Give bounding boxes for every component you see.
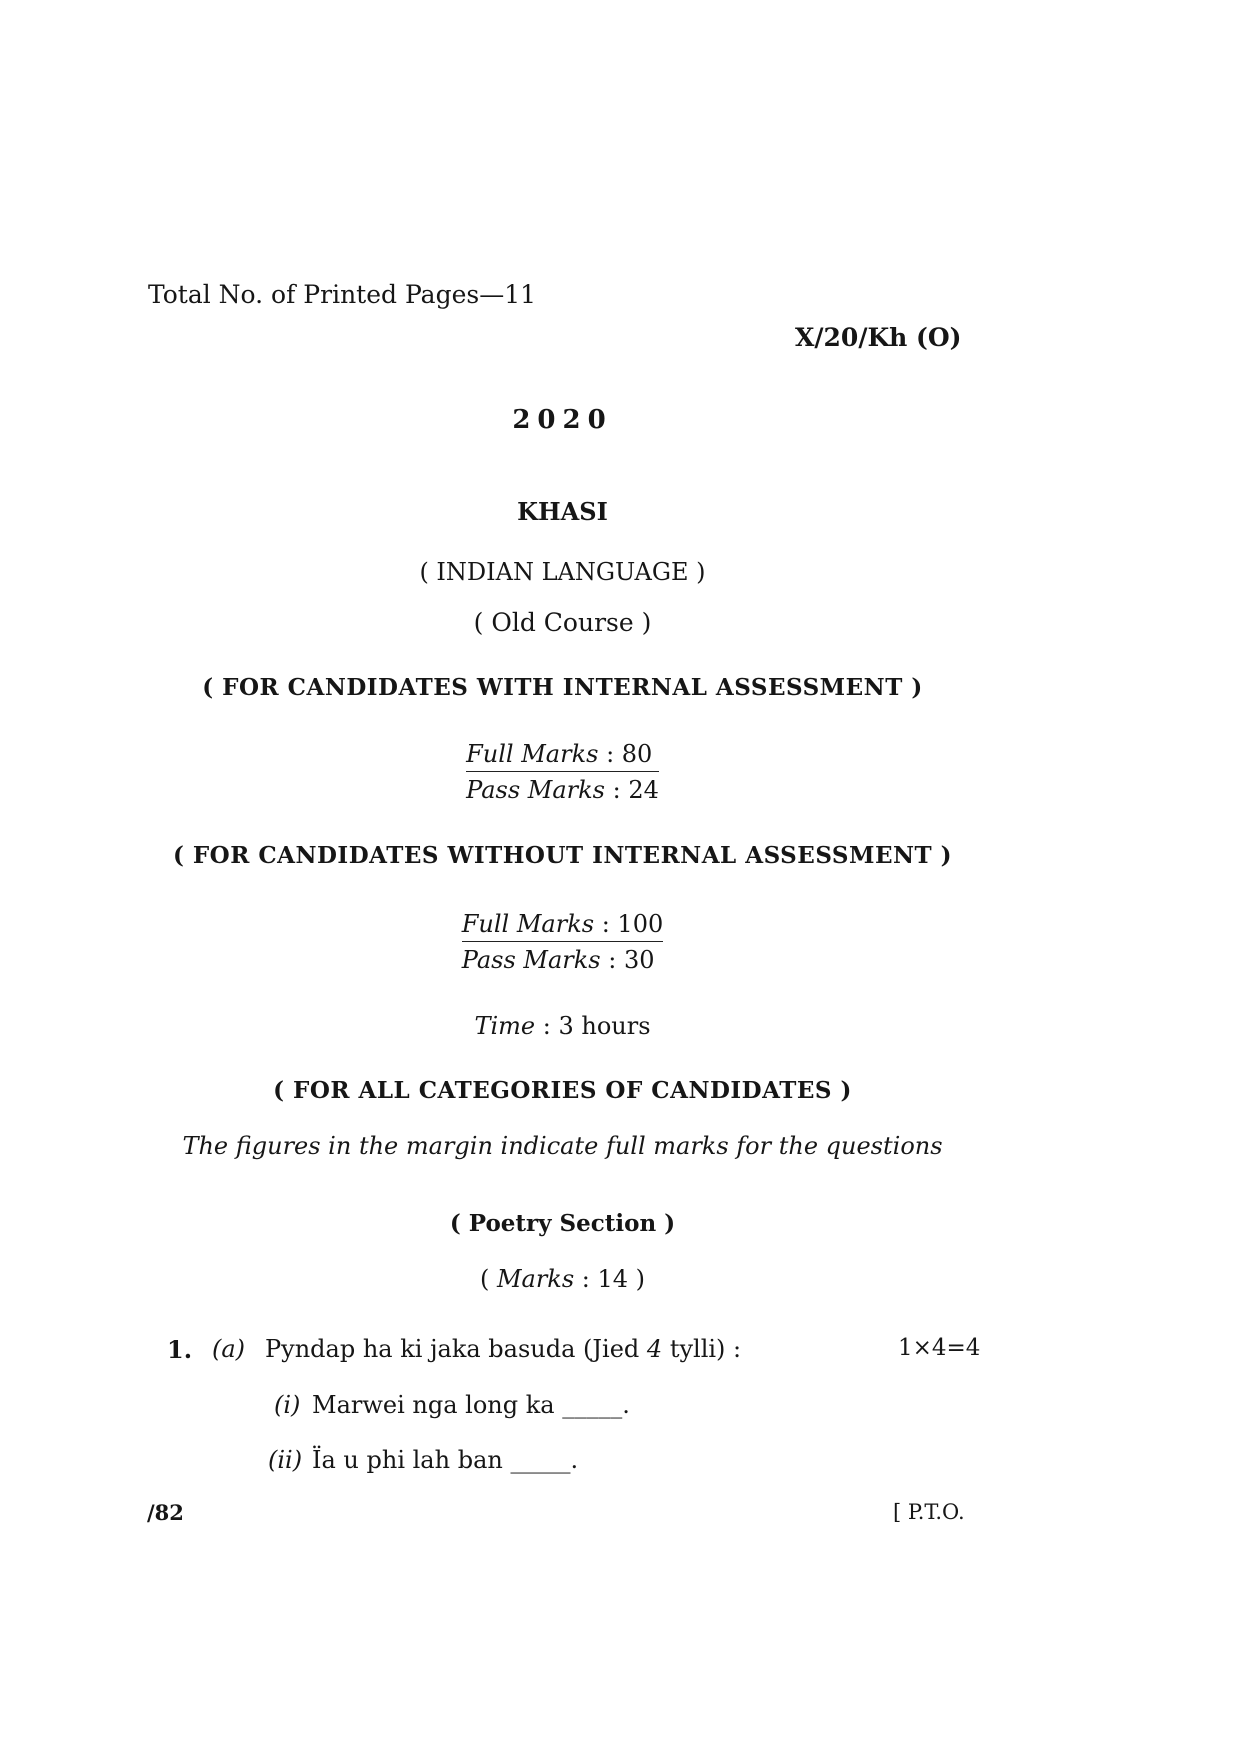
time-label: Time — [474, 1012, 536, 1040]
full-marks-value: : 100 — [594, 910, 664, 938]
section-marks — [0, 1265, 1125, 1293]
footer-pto: [ P.T.O. — [893, 1500, 965, 1524]
time-allowed — [0, 1012, 1125, 1040]
full-marks-label: Full Marks — [461, 910, 595, 938]
section-marks-value: : 14 ) — [574, 1265, 646, 1293]
subject-title: KHASI — [517, 497, 608, 526]
heading-without-internal-assessment: ( FOR CANDIDATES WITHOUT INTERNAL ASSESSMENT ) — [172, 842, 953, 869]
footer-code: /82 — [147, 1500, 184, 1525]
question-text-after: tylli) : — [662, 1335, 742, 1363]
pass-marks-label: Pass Marks — [461, 946, 601, 974]
question-part: (a) — [212, 1335, 246, 1363]
full-marks-line — [466, 737, 659, 772]
language-note: ( INDIAN LANGUAGE ) — [419, 558, 706, 586]
section-marks-open: ( — [479, 1265, 497, 1293]
section-marks-label: Marks — [496, 1265, 575, 1293]
question-text-before: Pyndap ha ki jaka basuda (Jied — [265, 1335, 647, 1363]
sub-item-label: (ii) — [268, 1446, 303, 1474]
question-marks: 1×4=4 — [898, 1335, 981, 1361]
pass-marks-value: : 24 — [604, 776, 659, 804]
heading-with-internal-assessment: ( FOR CANDIDATES WITH INTERNAL ASSESSMENT ) — [202, 674, 923, 701]
pass-marks-value: : 30 — [600, 946, 655, 974]
sub-item-text: Marwei nga long ka _____. — [312, 1391, 630, 1419]
marks-block-without — [0, 907, 1125, 977]
total-printed-pages: Total No. of Printed Pages—11 — [148, 280, 537, 309]
time-value: : 3 hours — [535, 1012, 651, 1040]
pass-marks-line — [466, 772, 659, 807]
full-marks-value: : 80 — [598, 740, 653, 768]
pass-marks-label: Pass Marks — [466, 776, 605, 804]
full-marks-line — [462, 907, 663, 942]
marks-block-internal — [0, 737, 1125, 807]
exam-year: 2020 — [512, 405, 613, 435]
sub-item-text: Ïa u phi lah ban _____. — [312, 1446, 579, 1474]
course-note: ( Old Course ) — [473, 608, 652, 637]
section-title: ( Poetry Section ) — [449, 1210, 676, 1237]
question-text — [265, 1335, 741, 1363]
full-marks-label: Full Marks — [466, 740, 599, 768]
question-text-count: 4 — [646, 1335, 663, 1363]
pass-marks-line — [462, 942, 663, 977]
heading-all-candidates: ( FOR ALL CATEGORIES OF CANDIDATES ) — [273, 1077, 852, 1104]
sub-item-label: (i) — [274, 1391, 301, 1419]
paper-code: X/20/Kh (O) — [795, 323, 962, 352]
marks-instruction: The figures in the margin indicate full marks for the questions — [182, 1132, 943, 1160]
question-number: 1. — [167, 1335, 193, 1364]
